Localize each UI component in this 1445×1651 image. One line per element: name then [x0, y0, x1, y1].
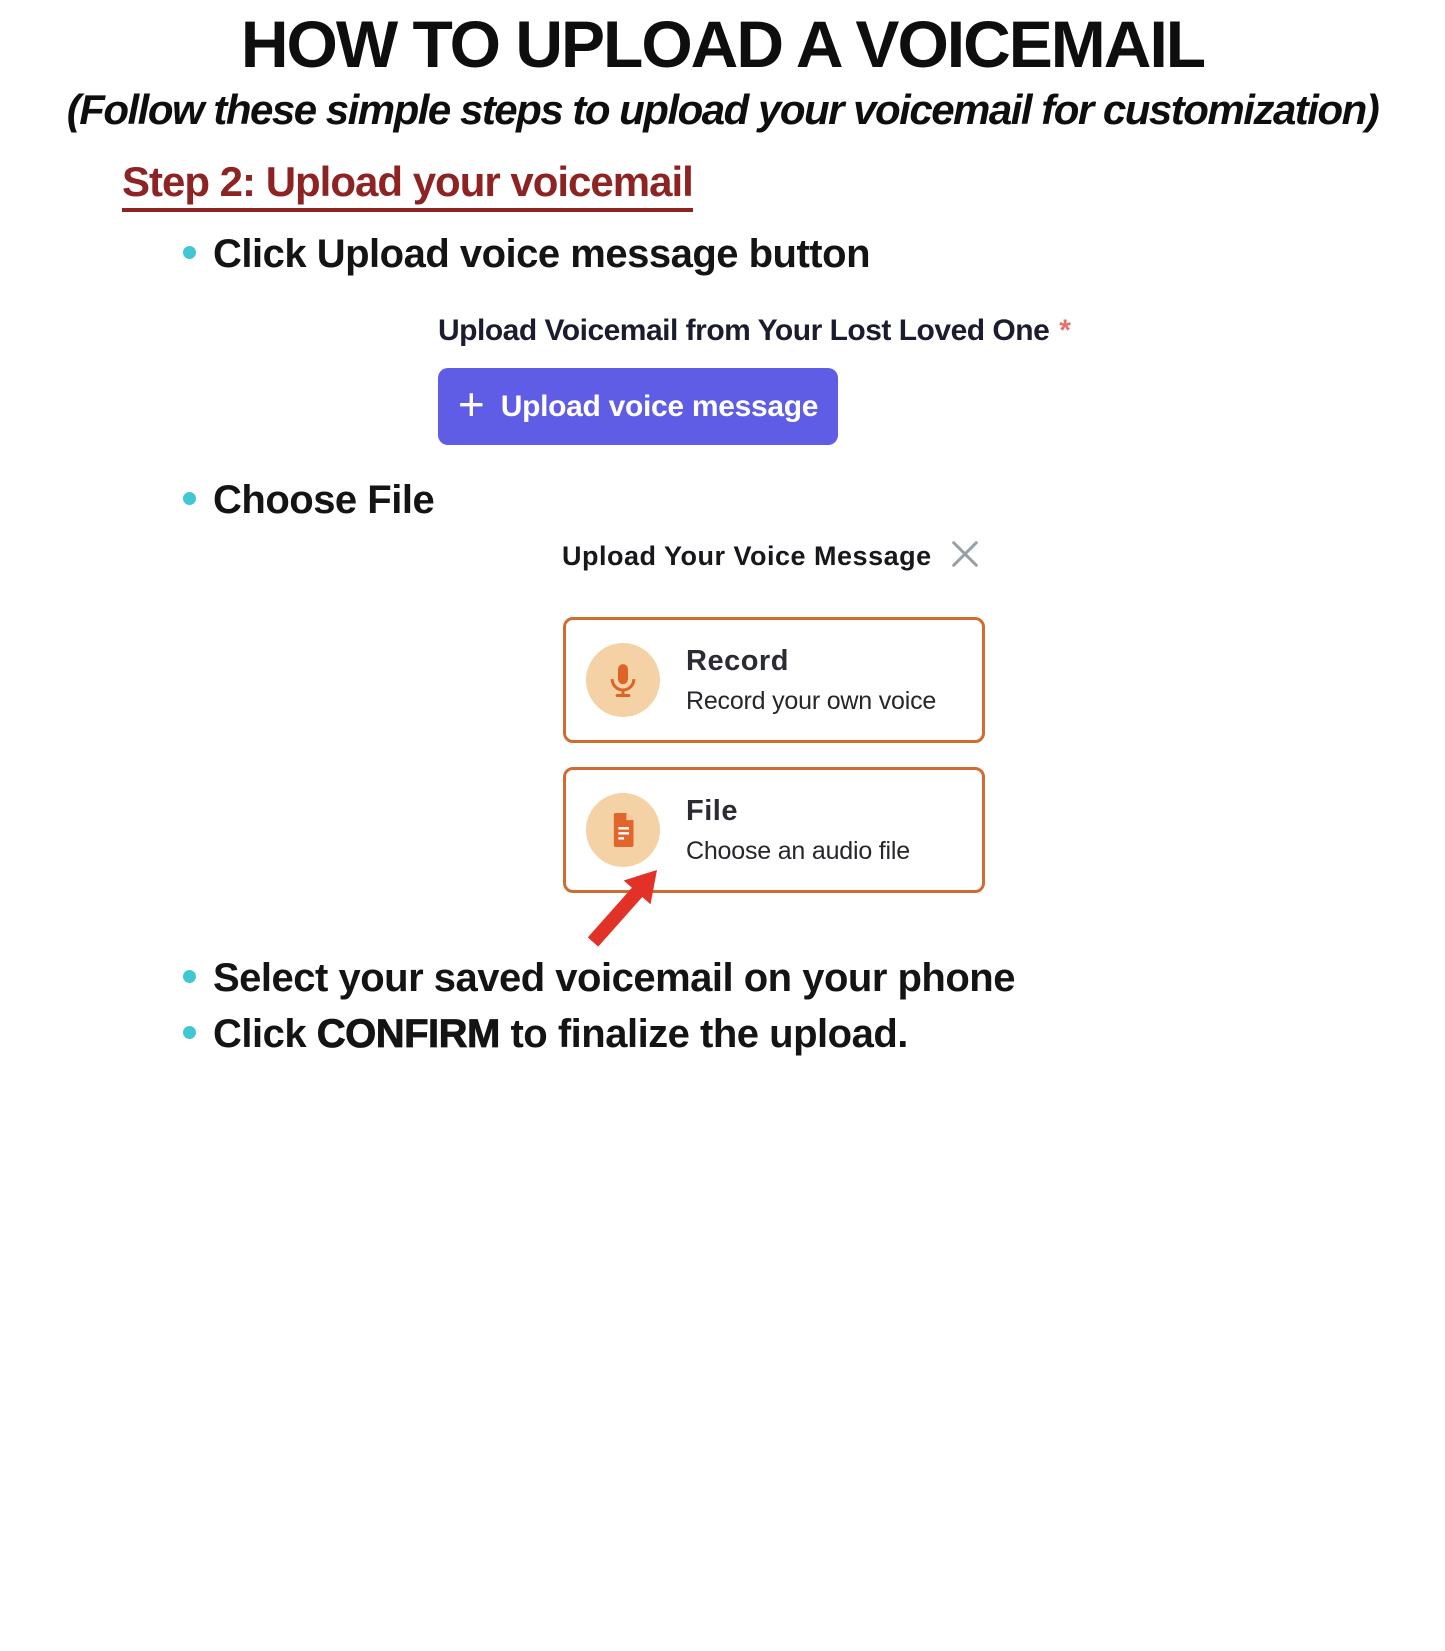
plus-icon: +: [457, 377, 485, 430]
bullet-dot-icon: [183, 246, 196, 259]
bullet-dot-icon: [183, 492, 196, 505]
record-option-title: Record: [686, 644, 789, 677]
field-label-text: Upload Voicemail from Your Lost Loved One: [438, 314, 1050, 347]
bullet-text-prefix: Click: [213, 1012, 317, 1056]
bullet-click-confirm: [183, 1012, 908, 1056]
red-arrow-icon: [575, 850, 675, 950]
bullet-text: Select your saved voicemail on your phone: [213, 956, 1015, 1000]
confirm-keyword: CONFIRM: [316, 1012, 500, 1056]
bullet-select-voicemail: [183, 956, 1015, 1000]
file-option-title: File: [686, 794, 738, 827]
close-icon[interactable]: [948, 537, 982, 571]
bullet-text: Click Upload voice message button: [213, 232, 870, 276]
page-subtitle: (Follow these simple steps to upload your voicemail for customization): [66, 86, 1379, 133]
bullet-text: [213, 1012, 908, 1056]
bullet-choose-file: [183, 478, 434, 522]
file-option-subtitle: Choose an audio file: [686, 836, 910, 865]
bullet-dot-icon: [183, 1026, 196, 1039]
record-icon-circle: [586, 643, 660, 717]
bullet-dot-icon: [183, 970, 196, 983]
record-option-card[interactable]: [563, 617, 985, 743]
bullet-text-suffix: to finalize the upload.: [499, 1012, 908, 1056]
field-label: [438, 314, 1070, 348]
bullet-click-upload: [183, 232, 870, 276]
file-icon: [603, 810, 643, 850]
required-asterisk: *: [1059, 314, 1071, 347]
record-option-subtitle: Record your own voice: [686, 686, 937, 715]
page-title: HOW TO UPLOAD A VOICEMAIL: [240, 7, 1205, 81]
bullet-text: Choose File: [213, 478, 435, 522]
upload-voice-message-button[interactable]: [438, 368, 838, 445]
step-heading: Step 2: Upload your voicemail: [122, 158, 693, 212]
upload-button-label: Upload voice message: [500, 389, 819, 423]
microphone-icon: [603, 660, 643, 700]
modal-title: Upload Your Voice Message: [562, 541, 932, 571]
